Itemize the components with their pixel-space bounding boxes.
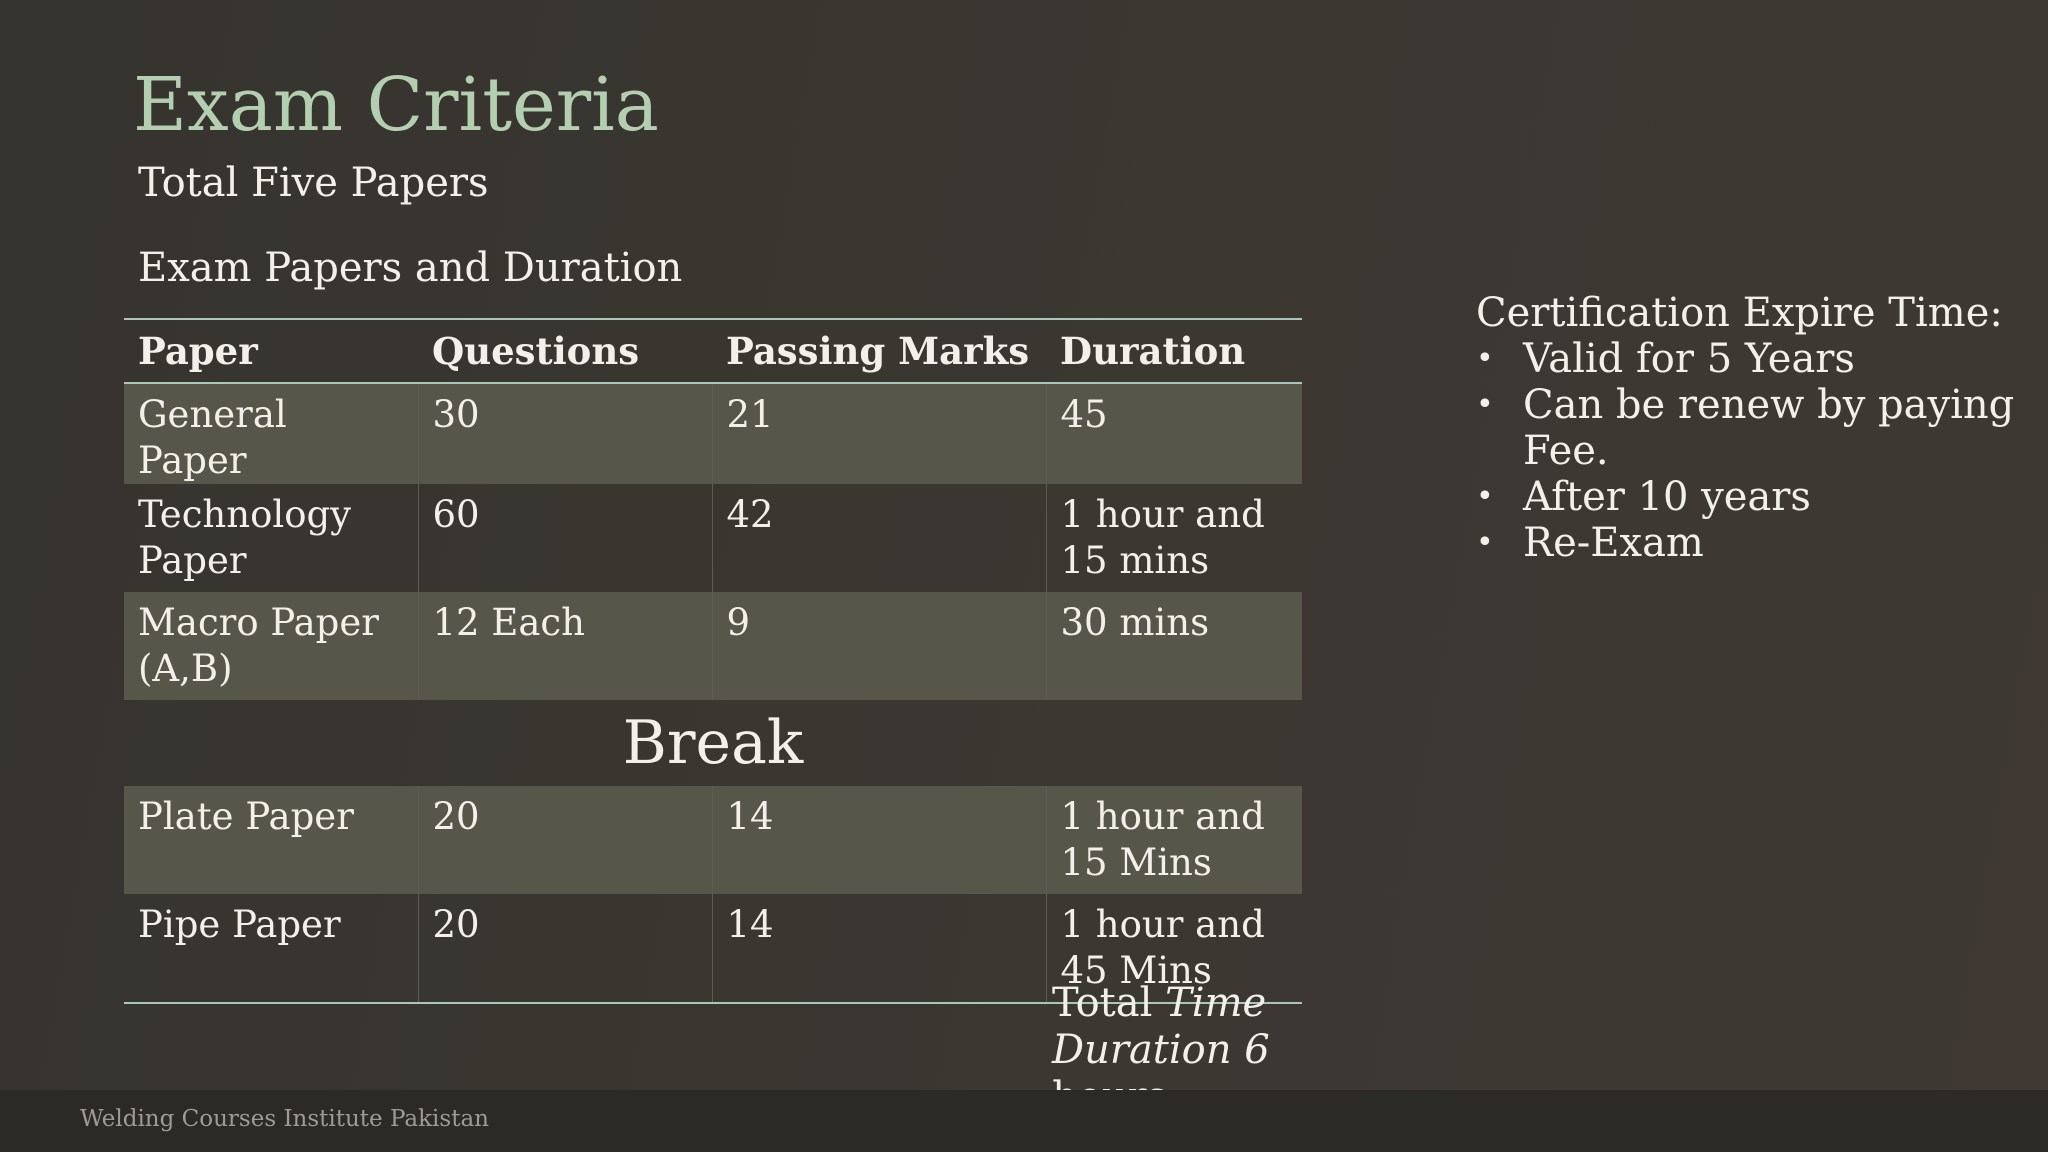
table-header-row [124,319,1302,383]
header-paper: Paper [124,319,418,383]
cell-duration: 1 hour and 15 mins [1046,484,1302,592]
cell-questions: 60 [418,484,712,592]
header-duration: Duration [1046,319,1302,383]
table-row [124,383,1302,484]
cell-paper: Technology Paper [138,493,352,582]
total-hours-value: 6 [1244,1027,1270,1073]
cell-questions: 20 [418,786,712,894]
table-row [124,592,1302,700]
certification-heading: Certification Expire Time: [1476,290,2003,336]
footer-text: Welding Courses Institute Pakistan [80,1106,489,1132]
cell-passing-marks: 42 [712,484,1046,592]
cell-passing-marks: 14 [712,894,1046,1003]
cell-paper: Pipe Paper [138,903,341,946]
total-italic-text: Time Duration [1052,980,1267,1073]
list-item [1476,474,2016,520]
cell-questions: 12 Each [418,592,712,700]
bullet-icon: • [1476,341,1494,376]
list-item [1476,336,2016,382]
list-item-text: Can be renew by paying Fee. [1523,382,2015,474]
cell-paper: Plate Paper [124,786,418,894]
table-row [124,786,1302,894]
bullet-icon: • [1476,387,1494,422]
list-item-text: Valid for 5 Years [1523,336,1855,382]
certification-panel [1476,290,2016,566]
cell-duration: 1 hour and 45 Mins [1046,894,1302,1003]
break-row [124,700,1302,786]
cell-duration: 1 hour and 15 Mins [1046,786,1302,894]
list-item-text: Re-Exam [1523,520,1704,566]
table-row [124,484,1302,592]
cell-passing-marks: 21 [712,383,1046,484]
break-label: Break [622,708,804,778]
exam-papers-table [124,318,1302,1004]
table-caption: Exam Papers and Duration [138,245,683,291]
slide-title: Exam Criteria [133,62,659,148]
cell-questions: 20 [418,894,712,1003]
cell-paper: Macro Paper (A,B) [124,592,418,700]
cell-paper: General Paper [124,383,418,484]
cell-passing-marks: 9 [712,592,1046,700]
cell-duration: 45 [1046,383,1302,484]
total-prefix: Total [1052,980,1166,1026]
footer-bar [0,1090,2048,1152]
cell-questions: 30 [418,383,712,484]
bullet-icon: • [1476,479,1494,514]
bullet-icon: • [1476,525,1494,560]
cell-duration: 30 mins [1046,592,1302,700]
list-item [1476,382,2016,474]
list-item-text: After 10 years [1523,474,1811,520]
header-passing-marks: Passing Marks [712,319,1046,383]
certification-list [1476,336,2016,566]
list-item [1476,520,2016,566]
slide-subtitle: Total Five Papers [138,160,489,206]
cell-passing-marks: 14 [712,786,1046,894]
header-questions: Questions [418,319,712,383]
